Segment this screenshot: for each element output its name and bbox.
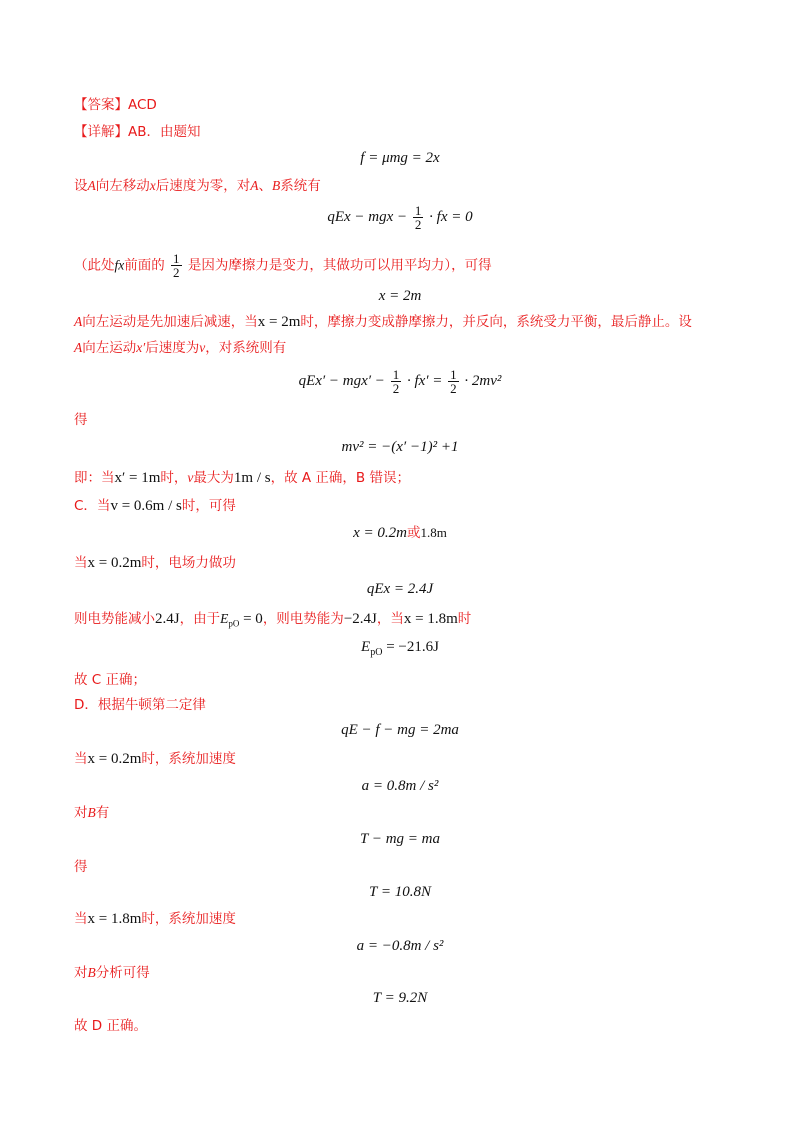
note-line: （此处fx前面的 $\frac{1}{2}$ 是因为摩擦力是变力，其做功可以用平均力），可得 bbox=[74, 251, 492, 280]
para-line-2: A向左运动是先加速后减速，当x = 2m时，摩擦力变成静摩擦力，并反向，系统受力平衡，最后静止。设 bbox=[74, 314, 692, 330]
detail-tag: 【详解】 bbox=[74, 124, 128, 140]
equation-newton: qE − f − mg = 2ma bbox=[341, 722, 459, 738]
equation-accel-1: a = 0.8m / s² bbox=[361, 778, 439, 794]
equation-friction: f = μmg = 2x bbox=[360, 150, 440, 166]
equation-tension-2: T = 9.2N bbox=[372, 990, 428, 1006]
equation-energy-2: qEx′ − mgx′ − $\frac{1}{2}$ · fx′ = $\frac{1}{2}$ · 2mv² bbox=[298, 367, 502, 396]
fraction-half: $\frac{1}{2}$ bbox=[173, 251, 180, 280]
c-line: C．当v = 0.6m / s时，可得 bbox=[74, 498, 236, 514]
equation-mv2: mv² = −(x′ −1)² +1 bbox=[341, 439, 459, 455]
c-conclusion: 故 C 正确； bbox=[74, 672, 147, 688]
d-line-1: 当x = 0.2m时，系统加速度 bbox=[74, 751, 236, 767]
equation-tension-relation: T − mg = ma bbox=[360, 831, 440, 847]
equation-work: qEx = 2.4J bbox=[366, 581, 434, 597]
fraction-half: $\frac{1}{2}$ bbox=[392, 367, 400, 396]
equation-potential: $E_{pO} = -21.6J$ bbox=[361, 639, 439, 658]
para-line-3: A向左运动x′后速度为v，对系统则有 bbox=[74, 340, 287, 356]
equation-energy-1: qEx − mgx − $\frac{1}{2}$ · fx = 0 bbox=[327, 203, 473, 232]
b-line-2: 对B分析可得 bbox=[74, 965, 150, 981]
para-line-4: 即：当x′ = 1m时，v最大为1m / s，故 A 正确，B 错误； bbox=[74, 470, 410, 486]
equation-x2: x = 2m bbox=[378, 288, 422, 304]
equation-tension-1: T = 10.8N bbox=[369, 884, 431, 900]
d-conclusion: 故 D 正确。 bbox=[74, 1018, 147, 1034]
fraction-half: $\frac{1}{2}$ bbox=[450, 367, 457, 396]
answer-value: ACD bbox=[128, 97, 157, 113]
d-line-2: 当x = 1.8m时，系统加速度 bbox=[74, 911, 236, 927]
fraction-half: $\frac{1}{2}$ bbox=[414, 203, 422, 232]
potential-line: 则电势能减小2.4J，由于$E_{pO} = 0$，则电势能为−2.4J，当x = 1.8m时 bbox=[74, 611, 472, 629]
work-line: 当x = 0.2m时，电场力做功 bbox=[74, 555, 236, 571]
d-intro: D．根据牛顿第二定律 bbox=[74, 697, 206, 713]
de-line: 得 bbox=[74, 412, 88, 428]
answer-line bbox=[74, 95, 157, 115]
de-line-2: 得 bbox=[74, 859, 88, 875]
b-line-1: 对B有 bbox=[74, 805, 110, 821]
equation-accel-2: a = −0.8m / s² bbox=[356, 938, 444, 954]
ab-intro: AB．由题知 bbox=[128, 124, 201, 140]
equation-x-values: x = 0.2m或1.8m bbox=[353, 525, 447, 541]
detail-line bbox=[74, 122, 201, 142]
set-line: 设A向左移动x后速度为零，对A、B系统有 bbox=[74, 178, 321, 194]
answer-tag: 【答案】 bbox=[74, 97, 128, 113]
